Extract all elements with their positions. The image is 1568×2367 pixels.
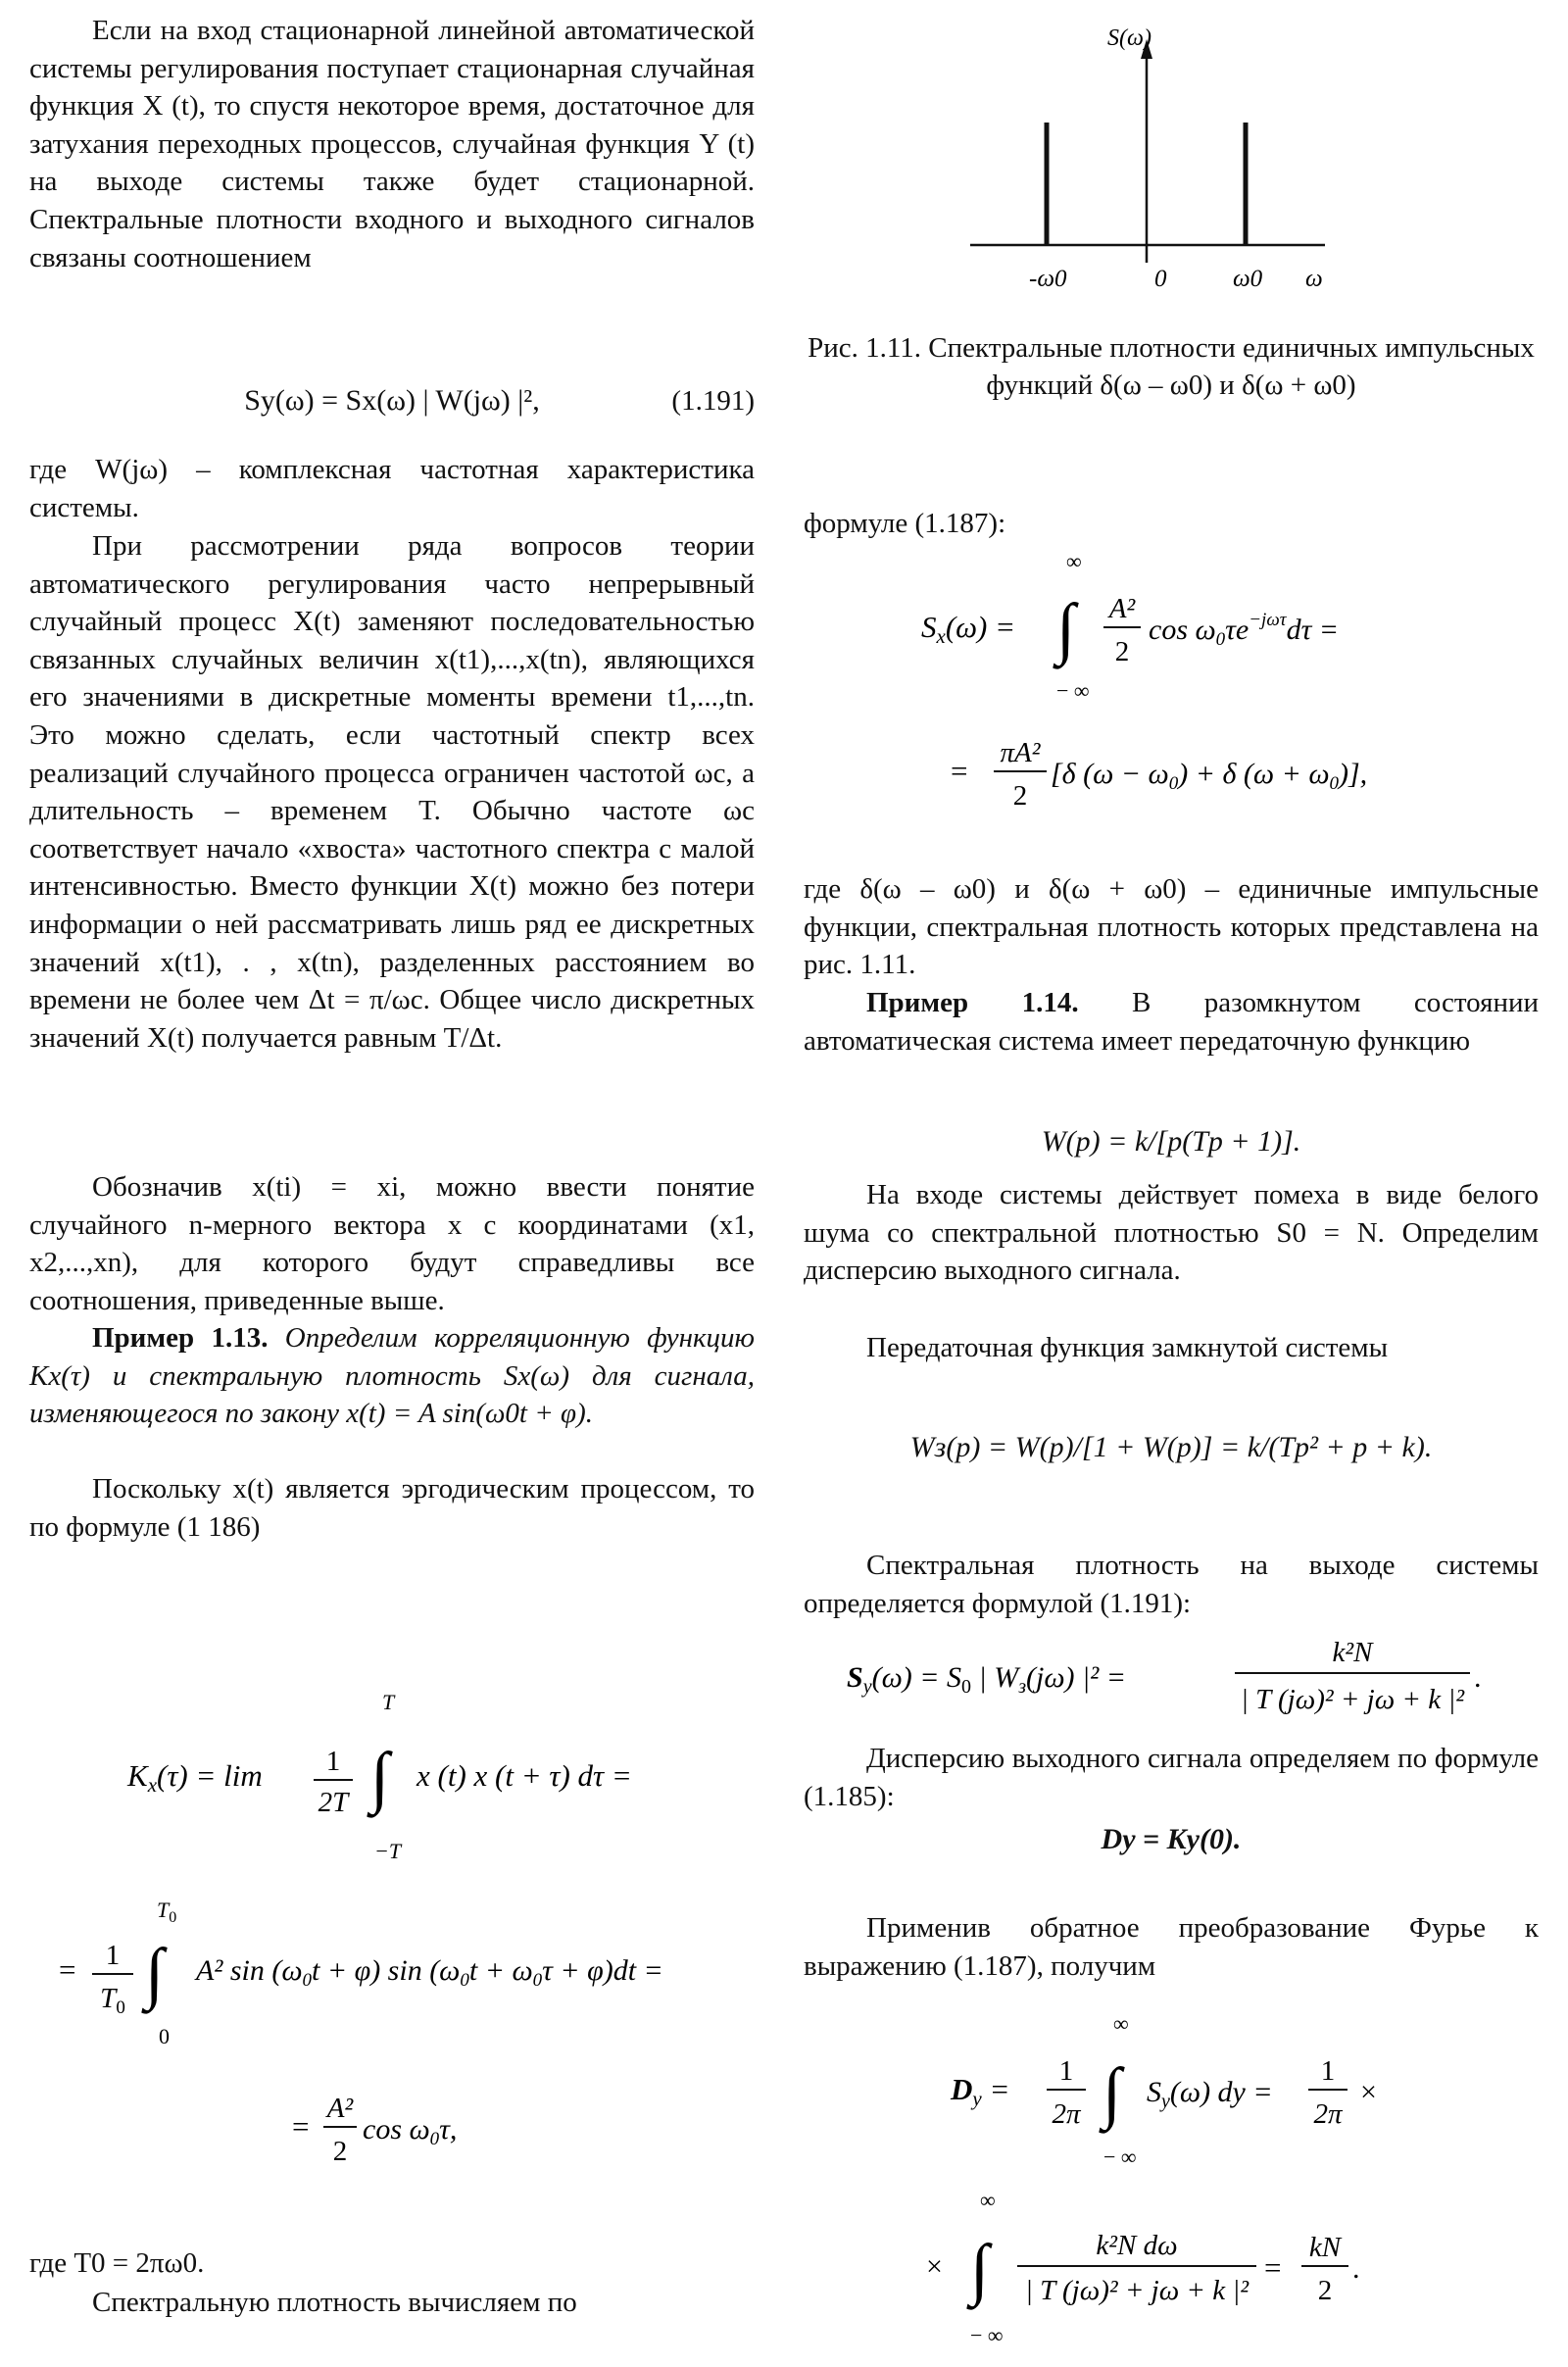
paragraph-variance: Дисперсию выходного сигнала определяем по формуле (1.185): [804, 1743, 1539, 1812]
paragraph-white-noise: На входе системы действует помеха в виде белого шума со спектральной плотностью S0 = N. Определим дисперсию выходного сигнала. [804, 1179, 1539, 1287]
fig-tick-omega0: ω0 [1233, 266, 1263, 292]
eq11-integral: ∫ [1102, 2055, 1122, 2131]
eq5-integral: ∫ [1056, 591, 1076, 666]
equation-dy-result [804, 2186, 1539, 2362]
equation-sx-result [804, 720, 1539, 828]
fig-tick-neg-omega0: -ω0 [1029, 266, 1067, 292]
eq-kx-frac-num: 1 [325, 1746, 341, 1777]
paragraph-spectral-start: Спектральную плотность вычисляем по [92, 2287, 577, 2318]
paragraph-discretization: При рассмотрении ряда вопросов теории автоматического регулирования часто непрерывный случайный процесс X(t) заменяют последовательностью связанных случайных величин x(t1),...,x(tn), являющихся его значениями в дискретные моменты времени t1,...,tn. Это можно сделать, если частотный спектр всех реализаций случайного процесса ограничен частотой ωc, а длительность – временем T. Обычно частоте ωc соответствует начало «хвоста» частотного спектра с малой интенсивностью. Вместо функции X(t) можно без потери информации о ней рассматривать лишь ряд ее дискретных значений x(t1), . , x(tn), разделенных расстоянием во времени не более чем Δt = π/ωc. Общее число дискретных значений X(t) получается равным T/Δt. [29, 530, 755, 1054]
eq11-frac1-num: 1 [1058, 2055, 1074, 2087]
paragraph-t0: где T0 = 2πω0. [29, 2247, 205, 2279]
eq3-equals: = [59, 1952, 76, 1987]
eq11-frac2-den: 2π [1313, 2098, 1343, 2130]
paragraph-inverse-fourier: Применив обратное преобразование Фурье к выражению (1.187), получим [804, 1912, 1539, 1982]
equation-dy-integral [804, 2009, 1539, 2176]
equation-1191 [29, 384, 755, 418]
figure-1-11-spectral-density [960, 20, 1333, 304]
eq5-integrand: $\cos \omega_0\tau e^{-j\omega\tau}d\tau$ = [1149, 610, 1340, 650]
eq12-integral: ∫ [970, 2232, 990, 2307]
paragraph-example-1-14 [804, 984, 1539, 1060]
eq12-frac-num: k²N dω [1096, 2230, 1178, 2261]
equation-sx-integral [804, 549, 1539, 706]
eq6-equals: = [951, 754, 968, 788]
eq12-equals: = [1264, 2250, 1282, 2285]
eq11-lhs: Dy = [951, 2072, 1010, 2110]
eq12-lower: − ∞ [970, 2323, 1004, 2347]
equation-kx-result [29, 2078, 755, 2176]
eq5-frac-num: A² [1108, 593, 1136, 624]
fig-ylabel: S(ω) [1107, 25, 1152, 51]
paragraph-w-definition: где W(jω) – комплексная частотная характеристика системы. [29, 454, 755, 523]
eq5-frac-den: 2 [1114, 636, 1130, 667]
example-1-14-text: В разомкнутом состоянии автоматическая система имеет передаточную функцию [804, 987, 1539, 1057]
eq3-integrand: A² $\sin (\omega_0t + \varphi)$ $\sin (\omega_0t + \omega_0\tau + \varphi)dt$ = [196, 1954, 663, 1991]
eq3-integral: ∫ [145, 1936, 165, 2011]
eq-kx-frac-den: 2T [318, 1787, 349, 1818]
eq6-frac-num: πA² [1000, 737, 1041, 768]
equation-1191-text: Sy(ω) = Sx(ω) | W(jω) |², [244, 384, 540, 417]
eq9-lhs: $S_y(\omega) = S_0$ | $W_з(j\omega) |^2$ = [847, 1661, 1127, 1698]
paragraph-intro: Если на вход стационарной линейной автоматической системы регулирования поступает стационарная случайная функция X (t), то спустя некоторое время, достаточное для затухания переходных процессов, случайная функция Y (t) на выходе системы также будет стационарной. Спектральные плотности входного и выходного сигналов связаны соотношением [29, 15, 755, 273]
fig-tick-zero: 0 [1154, 266, 1167, 292]
equation-kx-integral [29, 1901, 755, 2048]
example-1-14-label: Пример 1.14. [866, 987, 1079, 1018]
eq6-frac-den: 2 [1012, 780, 1028, 812]
figure-caption: Рис. 1.11. Спектральные плотности единичных импульсных функций δ(ω – ω0) и δ(ω + ω0) [808, 332, 1535, 401]
paragraph-output-spectral: Спектральная плотность на выходе системы определяется формулой (1.191): [804, 1550, 1539, 1619]
eq12-frac2-den: 2 [1317, 2275, 1333, 2306]
eq11-frac2-num: 1 [1320, 2055, 1336, 2087]
equation-closed-loop: Wз(p) = W(p)/[1 + W(p)] = k/(Tp² + p + k). [909, 1431, 1433, 1463]
eq3-frac-den: $T_0$ [100, 1983, 125, 2018]
paragraph-delta-functions: где δ(ω – ω0) и δ(ω + ω0) – единичные импульсные функции, спектральная плотность которых представлена на рис. 1.11. [804, 873, 1539, 981]
eq3-frac-num: 1 [105, 1940, 121, 1971]
eq11-integrand: $S_y(\omega)$ dy = [1147, 2076, 1273, 2112]
eq12-times: × [926, 2250, 943, 2283]
eq9-frac-den: | T (jω)² + jω + k |² [1240, 1684, 1465, 1715]
eq4-cos: $\cos \omega_0\tau$, [363, 2113, 458, 2149]
eq11-times: × [1360, 2076, 1377, 2108]
eq12-period: . [1352, 2252, 1360, 2285]
eq3-upper: $T_0$ [157, 1901, 177, 1926]
eq6-bracket: [δ $(\omega - \omega_0) + \delta$ $(\omega + \omega_0)$], [1051, 758, 1368, 794]
eq-kx-upper: T [382, 1690, 395, 1714]
eq-kx-lower: −T [374, 1839, 402, 1863]
eq-kx-integral: ∫ [370, 1740, 390, 1815]
eq-kx-integrand: x (t) x (t + τ) dτ = [416, 1758, 632, 1793]
paragraph-vector: Обозначив x(ti) = xi, можно ввести понятие случайного n-мерного вектора x с координатами (x1, x2,...,xn), для которого будут справедливы все соотношения, приведенные выше. [29, 1171, 755, 1316]
equation-open-loop: W(p) = k/[p(Tp + 1)]. [1041, 1125, 1301, 1158]
equation-number-1191: (1.191) [671, 385, 755, 417]
example-1-13-label: Пример 1.13. [92, 1322, 269, 1354]
eq5-lower: − ∞ [1056, 678, 1090, 703]
paragraph-ergodic: Поскольку x(t) является эргодическим процессом, то по формуле (1 186) [29, 1473, 755, 1543]
eq11-upper: ∞ [1113, 2011, 1129, 2036]
equation-kx-limit [29, 1676, 755, 1872]
eq4-frac-den: 2 [332, 2136, 348, 2167]
paragraph-formula-1187: формуле (1.187): [804, 508, 1006, 539]
eq4-equals: = [292, 2109, 310, 2144]
eq12-upper: ∞ [980, 2188, 996, 2212]
paragraph-closed-loop: Передаточная функция замкнутой системы [866, 1332, 1389, 1363]
eq9-period: . [1474, 1661, 1482, 1694]
eq3-lower: 0 [159, 2024, 170, 2048]
eq12-frac2-num: kN [1308, 2232, 1342, 2263]
equation-dy-ky: Dy = Ky(0). [1101, 1823, 1242, 1855]
eq9-frac-num: k²N [1332, 1637, 1373, 1668]
paragraph-example-1-13 [29, 1319, 755, 1433]
eq12-frac-den: | T (jω)² + jω + k |² [1024, 2275, 1250, 2306]
eq5-upper: ∞ [1066, 549, 1082, 573]
eq5-lhs: Sx(ω) = [921, 610, 1016, 648]
eq11-lower: − ∞ [1103, 2145, 1137, 2169]
eq4-frac-num: A² [326, 2093, 354, 2124]
fig-tick-omega: ω [1305, 266, 1323, 292]
eq11-frac1-den: 2π [1052, 2098, 1081, 2130]
example-1-13-text: Определим корреляционную функцию Kx(τ) и спектральную плотность Sx(ω) для сигнала, изменяющегося по закону x(t) = A sin(ω0t + φ). [29, 1322, 755, 1430]
eq-kx-lhs: Kx(τ) = lim [127, 1758, 263, 1797]
equation-sy [804, 1622, 1539, 1730]
